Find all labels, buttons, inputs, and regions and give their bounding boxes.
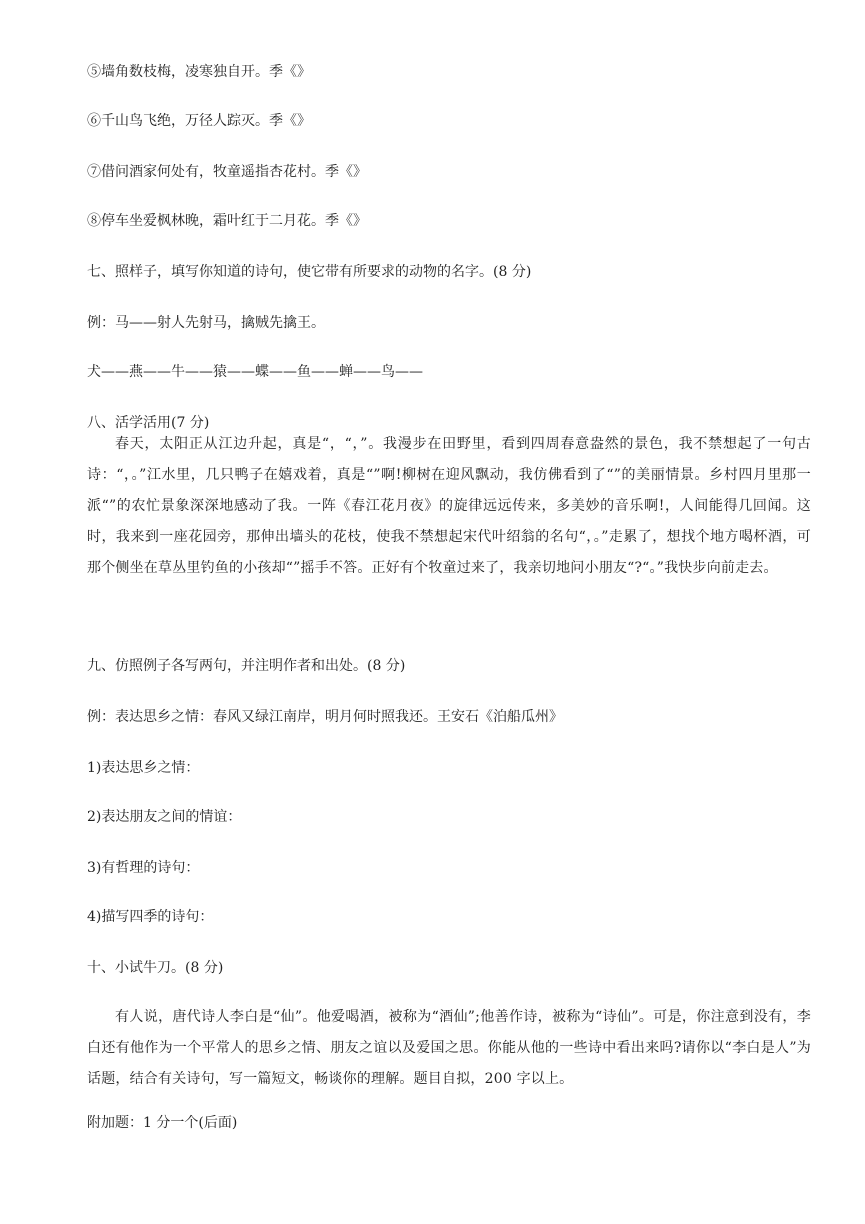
section-10-paragraph: 有人说，唐代诗人李白是“仙”。他爱喝酒，被称为“酒仙”;他善作诗，被称为“诗仙”。可是，你注意到没有，李白还有他作为一个平常人的思乡之情、朋友之谊以及爱国之思。你能从他的一些诗中看出来吗?请你以“李白是人”为话题，结合有关诗句，写一篇短文，畅谈你的理解。题目自拟，200 字以上。 [87, 1009, 811, 1087]
poem-item-5: ⑤墙角数枝梅，凌寒独自开。季《》 [87, 64, 311, 80]
section-9-heading: 九、仿照例子各写两句，并注明作者和出处。(8 分) [87, 658, 406, 674]
poem-item-8: ⑧停车坐爱枫林晚，霜叶红于二月花。季《》 [87, 213, 367, 229]
section-8-paragraph: 春天，太阳正从江边升起，真是“，“，”。我漫步在田野里，看到四周春意盎然的景色，我不禁想起了一句古诗：“，。”江水里，几只鸭子在嬉戏着，真是“”啊!柳树在迎风飘动，我仿佛看到了“”的美丽情景。乡村四月里那一派“”的农忙景象深深地感动了我。一阵《春江花月夜》的旋律远远传来，多美妙的音乐啊!，人间能得几回闻。这时，我来到一座花园旁，那伸出墙头的花枝，使我不禁想起宋代叶绍翁的名句“，。”走累了，想找个地方喝杯酒，可那个侧坐在草丛里钓鱼的小孩却“”摇手不答。正好有个牧童过来了，我亲切地问小朋友“?“。”我快步向前走去。 [87, 436, 811, 576]
section-9-item-2: 2)表达朋友之间的情谊： [87, 809, 242, 825]
poem-item-6: ⑥千山鸟飞绝，万径人踪灭。季《》 [87, 113, 311, 129]
section-7-heading: 七、照样子，填写你知道的诗句，使它带有所要求的动物的名字。(8 分) [87, 264, 532, 280]
section-7-animals: 犬——燕——牛——猿——蝶——鱼——蝉——鸟—— [87, 364, 423, 380]
section-10-heading: 十、小试牛刀。(8 分) [87, 960, 224, 976]
section-8-heading: 八、活学活用(7 分) [87, 415, 210, 431]
section-9-example: 例：表达思乡之情：春风又绿江南岸，明月何时照我还。王安石《泊船瓜州》 [87, 709, 563, 725]
section-9-item-1: 1)表达思乡之情： [87, 760, 200, 776]
section-9-item-4: 4)描写四季的诗句： [87, 909, 214, 925]
poem-item-7: ⑦借问酒家何处有，牧童遥指杏花村。季《》 [87, 164, 367, 180]
section-7-example: 例：马——射人先射马，擒贼先擒王。 [87, 315, 325, 331]
section-9-item-3: 3)有哲理的诗句： [87, 860, 200, 876]
bonus-question: 附加题：1 分一个(后面) [87, 1115, 238, 1131]
